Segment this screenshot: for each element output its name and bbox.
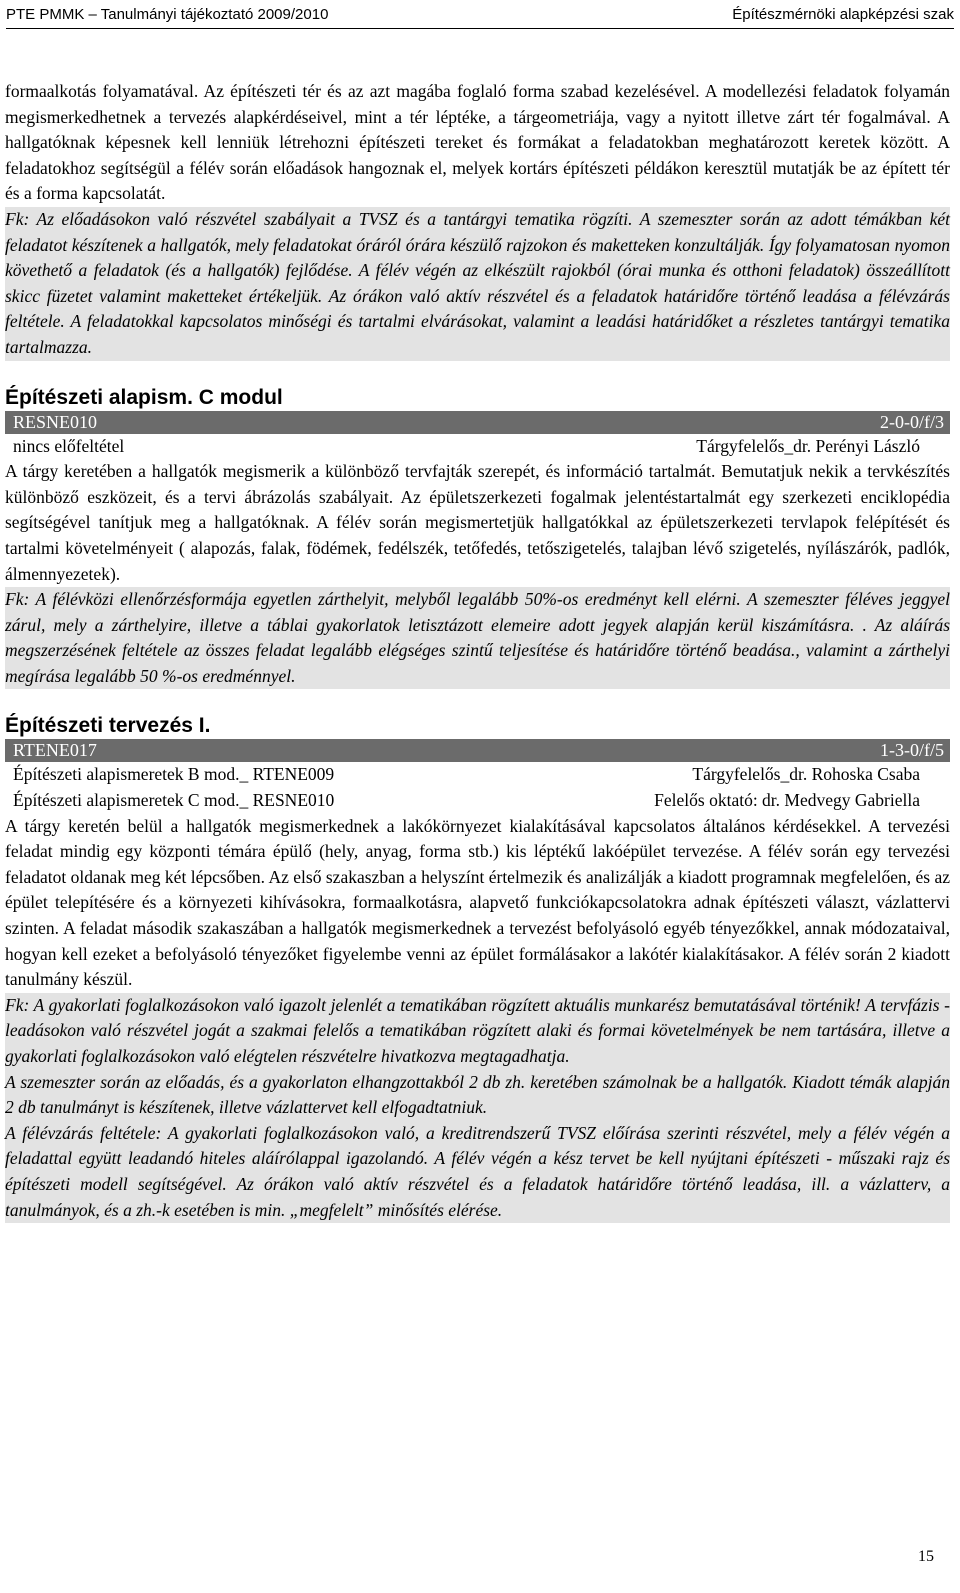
header-left: PTE PMMK – Tanulmányi tájékoztató 2009/2010 <box>6 6 329 23</box>
document-body <box>5 79 950 1223</box>
module-t1-teacher: Felelős oktató: dr. Medvegy Gabriella <box>654 790 920 811</box>
module-c-description: A tárgy keretében a hallgatók megismerik a különböző tervfajták szerepét, és információ tartalmát. Bemutatjuk nekik a tervkészítés különböző eszközeit, és a tervi ábrázolás szabályait. Az épületszerkezeti fogalmak jelentéstartalmát egy szerkezeti enciklopédia segítségével tanítjuk meg a hallgatóknak. A félév során megismertetjük hallgatókkal az épületszerkezeti tervlapok felépítését és tartalmi követelményeit ( alapozás, falak, födémek, fedélszék, tetőfedés, tetőszigetelés, talajban lévő szigetelés, nyílászárók, padlók, álmennyezetek). <box>5 461 950 584</box>
module-t1-requirements-block <box>5 993 950 1223</box>
module-c-code: RESNE010 <box>13 411 98 432</box>
module-t1-prereq-row-1 <box>5 762 950 788</box>
module-t1-requirements: Fk: A gyakorlati foglalkozásokon való igazolt jelenlét a tematikában rögzített aktuális munkarész bemutatásával történik! A tervfázis - leadásokon való részvétel jogát a szakmai felelős a tematikában rögzített alaki és formai követelmények be nem tartására, illetve a gyakorlati foglalkozásokon való elégtelen részvételre hivatkozva megtagadhatja. <box>5 994 950 1066</box>
module-t1-code-bar <box>5 739 950 762</box>
module-c-responsible: Tárgyfelelős_dr. Perényi László <box>696 435 920 456</box>
header-right: Építészmérnöki alapképzési szak <box>732 6 954 23</box>
module-t1-requirements-3: A félévzárás feltétele: A gyakorlati foglalkozásokon való, a kreditrendszerű TVSZ előírása szerinti részvétel, mely a félév végén a feladattal együtt leadandó hiteles aláírólappal igazolandó. A félév végén a kész tervet be kell nyújtani építészeti - műszaki rajz és építészeti modell segítségével. Az órákon való aktív részvétel és a feladatok határidőre történő leadása, ill. a vázlatterv, a tanulmányok, és a zh.-k esetében is min. „megfelelt” minősítés elérése. <box>5 1122 950 1220</box>
module-c-prereq: nincs előfeltétel <box>13 435 125 456</box>
page-header <box>6 4 954 26</box>
module-t1-credits: 1-3-0/f/5 <box>880 740 944 761</box>
module-c-title: Építészeti alapism. C modul <box>5 385 283 409</box>
module-c-prereq-row <box>5 434 950 460</box>
module-t1-code: RTENE017 <box>13 740 97 761</box>
page-number: 15 <box>918 1548 934 1565</box>
header-rule <box>6 28 954 29</box>
intro-requirements: Fk: Az előadásokon való részvétel szabályait a TVSZ és a tantárgyi tematika rögzíti. A szemeszter során az adott témákban két feladatot készítenek a hallgatók, mely feladatokat óráról órára készülő rajzokon és maketteken konzultálják. Így folyamatosan nyomon követhető a feladatok (és a hallgatók) fejlődése. A félév végén az elkészült rajokból (órai munka és otthoni feladatok) összeállított skicc füzetet valamint maketteket értékeljük. Az órákon való aktív részvétel és a feladatok határidőre történő leadása a félévzárás feltétele. A feladatokkal kapcsolatos minőségi és tartalmi elvárásokat, valamint a leadási határidőket a részletes tantárgyi tematika tartalmazza. <box>5 207 950 361</box>
module-c-credits: 2-0-0/f/3 <box>880 411 944 432</box>
module-t1-requirements-2: A szemeszter során az előadás, és a gyakorlaton elhangzottakból 2 db zh. keretében számolnak be a hallgatók. Kiadott témák alapján 2 db tanulmányt is készítenek, illetve vázlattervet kell elfogadtatniuk. <box>5 1071 950 1118</box>
module-t1-title: Építészeti tervezés I. <box>5 714 211 738</box>
module-t1-prereq-2: Építészeti alapismeretek C mod._ RESNE010 <box>13 790 335 811</box>
module-c-code-bar <box>5 411 950 434</box>
intro-paragraph: formaalkotás folyamatával. Az építészeti tér és az azt magába foglaló forma szabad kezelésével. A modellezési feladatok folyamán megismerkedhetnek a tervezés alapkérdéseivel, mint a tér léptéke, a tárgeometriája, vagy a nyitott illetve zárt tér fogalmával. A hallgatóknak képesnek kell lenniük létrehozni építészeti tereket és formákat a feladatokban meghatározott keretek között. A feladatokhoz segítségül a félév során előadások hangoznak el, melyek kortárs építészeti példákon keresztül mutatják be az épített tér és a forma kapcsolatát. <box>5 81 950 204</box>
module-t1-description: A tárgy keretén belül a hallgatók megismerkednek a lakókörnyezet kialakításával kapcsolatos általános kérdésekkel. A tervezési feladat mindig egy központi témára épülő (hely, anyag, forma stb.) kis léptékű lakóépület tervezése. A félév során egy tervezési feladatot oldanak meg két lépcsőben. Az első szakaszban a helyszínt értelmezik és analizálják a kiadott programnak megfelelően, és az épület telepítésére és a környezeti kihívásokra, formaalkotásra, alapvető funkciókapcsolatokra adnak építészeti választ, vázlattervi szinten. A feladat második szakaszában a hallgatók megismerkednek a tervezést befolyásoló egyéb tényezőkkel, annak módozataival, hogyan kell ezeket a befolyásoló tényezőket figyelembe venni az épület formálásakor a lakótér kialakításakor. A félév során 2 kiadott tanulmány készül. <box>5 815 950 990</box>
module-c-requirements: Fk: A félévközi ellenőrzésformája egyetlen zárthelyit, melyből legalább 50%-os eredményt kell elérni. A szemeszter féléves jeggyel zárul, mely a zárthelyire, illetve a táblai gyakorlatok letisztázott elemeire adott jegyek alapján kerül kiszámításra. . Az aláírás megszerzésének feltétele az összes feladat legalább elégséges szintű teljesítése és határidőre történő beadása., valamint a zárthelyi megírása legalább 50 %-os eredménnyel. <box>5 587 950 689</box>
module-t1-prereq-row-2 <box>5 788 950 814</box>
module-t1-responsible: Tárgyfelelős_dr. Rohoska Csaba <box>692 764 920 785</box>
module-t1-prereq-1: Építészeti alapismeretek B mod._ RTENE009 <box>13 764 335 785</box>
